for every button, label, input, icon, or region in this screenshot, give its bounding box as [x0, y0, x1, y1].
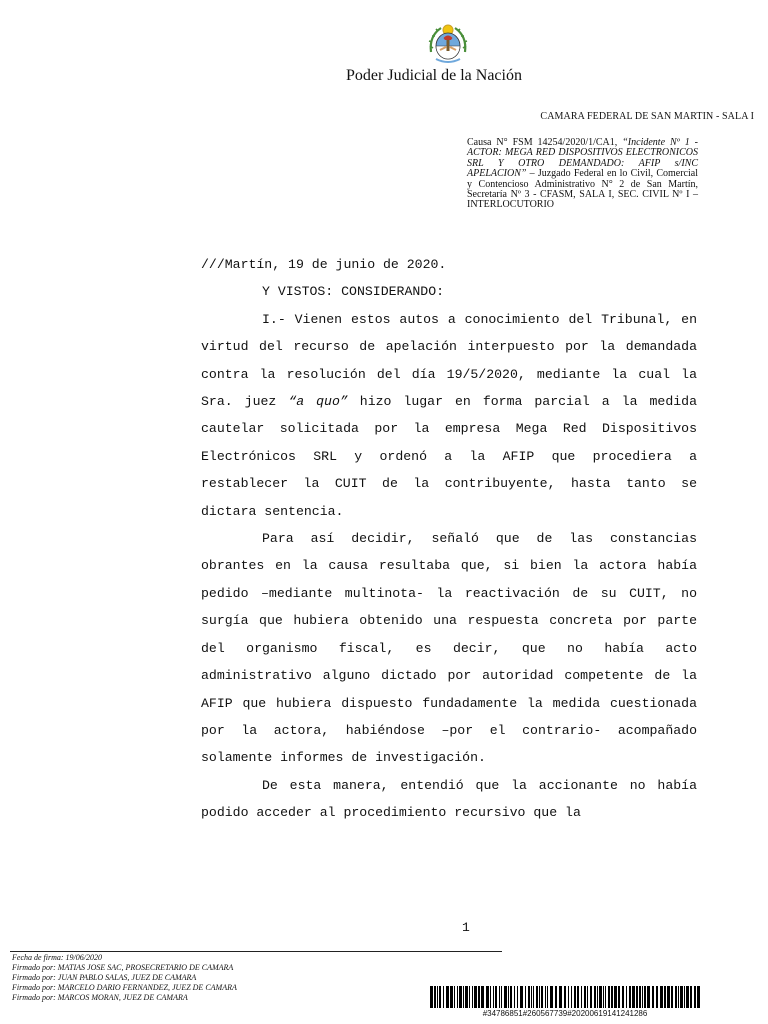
- signature-block: [12, 953, 237, 1003]
- date-line: ///Martín, 19 de junio de 2020.: [201, 257, 447, 272]
- a-quo-quote: “a quo”: [288, 394, 348, 410]
- signature-divider: [10, 951, 502, 952]
- signature-line: Firmado por: MATIAS JOSE SAC, PROSECRETARIO DE CAMARA: [12, 963, 234, 972]
- signature-line: Firmado por: MARCOS MORAN, JUEZ DE CAMARA: [12, 993, 188, 1002]
- signature-line: Firmado por: MARCELO DARIO FERNANDEZ, JUEZ DE CAMARA: [12, 983, 237, 992]
- institution-title: Poder Judicial de la Nación: [346, 67, 522, 84]
- page-number: 1: [462, 920, 470, 935]
- resolution-body: [201, 251, 697, 827]
- paragraph-3: De esta manera, entendió que la accionante no había podido acceder al procedimiento recursivo que la: [201, 777, 697, 821]
- paragraph-1-text-b: hizo lugar en forma parcial a la medida cautelar solicitada por la empresa Mega Red Dispositivos Electrónicos SRL y ordenó a la AFIP que procediera a restablecer la CUIT de la contribuyente, hasta tanto se dictara sentencia.: [201, 394, 697, 519]
- case-caption: [467, 138, 698, 211]
- chamber-heading: CAMARA FEDERAL DE SAN MARTIN - SALA I: [540, 111, 754, 122]
- case-suffix: – Juzgado Federal en lo Civil, Comercial y Contencioso Administrativo N° 2 de San Martín, Secretaría Nº 3 - CFASM, SALA I, SEC. CIVIL Nº I – INTERLOCUTORIO: [467, 168, 698, 211]
- signature-date: Fecha de firma: 19/06/2020: [12, 953, 102, 962]
- paragraph-2: Para así decidir, señaló que de las constancias obrantes en la causa resultaba que, si bien la actora había pedido –mediante multinota- la reactivación de su CUIT, no surgía que hubiera obtenido una respuesta concreta por parte del organismo fiscal, es decir, que no había acto administrativo alguno dictado por autoridad competente de la AFIP que hubiera dispuesto fundadamente la medida cuestionada por la actora, habiéndose –por el contrario- acompañado solamente informes de investigación.: [201, 531, 697, 766]
- case-prefix: Causa N° FSM 14254/2020/1/CA1,: [467, 137, 623, 148]
- argentine-coat-of-arms-icon: [427, 22, 469, 66]
- vistos-heading: Y VISTOS: CONSIDERANDO:: [262, 284, 445, 300]
- barcode-text: #34786851#260567739#20200619141241286: [482, 1009, 648, 1018]
- paragraph-1: [201, 306, 697, 525]
- signature-line: Firmado por: JUAN PABLO SALAS, JUEZ DE CAMARA: [12, 973, 197, 982]
- barcode-icon: [430, 986, 700, 1008]
- case-title: “Incidente Nº 1 - ACTOR: MEGA RED DISPOSITIVOS ELECTRONICOS SRL Y OTRO DEMANDADO: AFIP s/INC APELACION”: [467, 137, 698, 180]
- paragraph-1-text-a: I.- Vienen estos autos a conocimiento del Tribunal, en virtud del recurso de apelación interpuesto por la demandada contra la resolución del día 19/5/2020, mediante la cual la Sra. juez: [201, 311, 697, 410]
